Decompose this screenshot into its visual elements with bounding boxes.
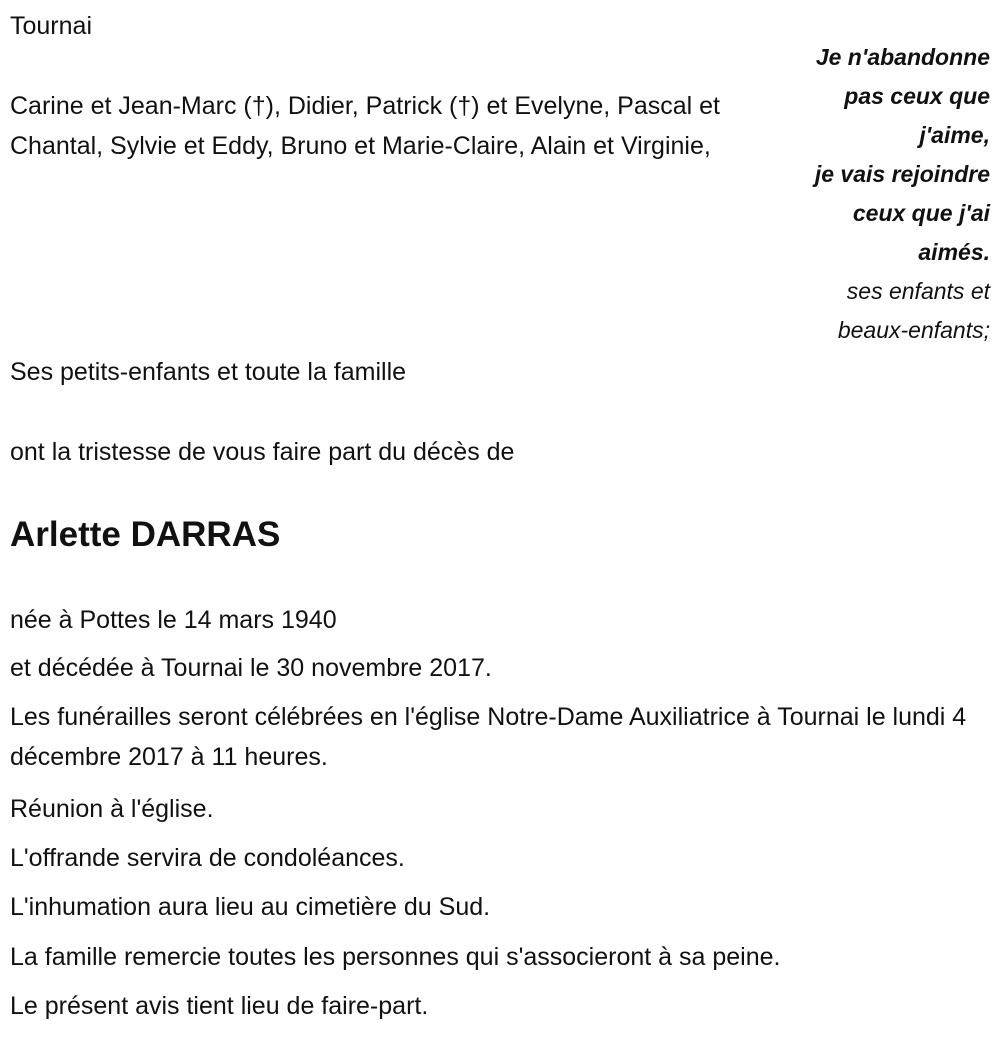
quote-line: ceux que j'ai — [852, 200, 990, 226]
quote-line: je vais rejoindre — [814, 161, 990, 187]
meeting-info: Réunion à l'église. — [10, 795, 214, 823]
grandchildren: Ses petits-enfants et toute la famille — [10, 358, 407, 386]
quote-line: j'aime, — [919, 122, 990, 148]
quote-line: pas ceux que — [844, 83, 990, 109]
signature-line: ses enfants et — [846, 278, 990, 304]
city: Tournai — [10, 12, 92, 40]
quote-block — [750, 38, 990, 350]
quote-line: Je n'abandonne — [815, 44, 990, 70]
thanks-text: La famille remercie toutes les personnes qui s'associeront à sa peine. — [10, 943, 781, 971]
quote-line: aimés. — [918, 239, 990, 265]
offering-info: L'offrande servira de condoléances. — [10, 844, 405, 872]
funeral-info: Les funérailles seront célébrées en l'église Notre-Dame Auxiliatrice à Tournai le lundi 4 décembre 2017 à 11 heures. — [10, 703, 967, 771]
burial-info: L'inhumation aura lieu au cimetière du Sud. — [10, 893, 491, 921]
birth-info: née à Pottes le 14 mars 1940 — [10, 606, 337, 634]
signature-line: beaux-enfants; — [837, 317, 990, 343]
family-list: Carine et Jean-Marc (†), Didier, Patrick (†) et Evelyne, Pascal et Chantal, Sylvie et Eddy, Bruno et Marie-Claire, Alain et Virginie, — [10, 92, 720, 160]
deceased-name: Arlette DARRAS — [10, 515, 281, 554]
death-info: et décédée à Tournai le 30 novembre 2017. — [10, 654, 492, 682]
notice-text: Le présent avis tient lieu de faire-part. — [10, 992, 429, 1020]
announcement: ont la tristesse de vous faire part du décès de — [10, 438, 515, 466]
